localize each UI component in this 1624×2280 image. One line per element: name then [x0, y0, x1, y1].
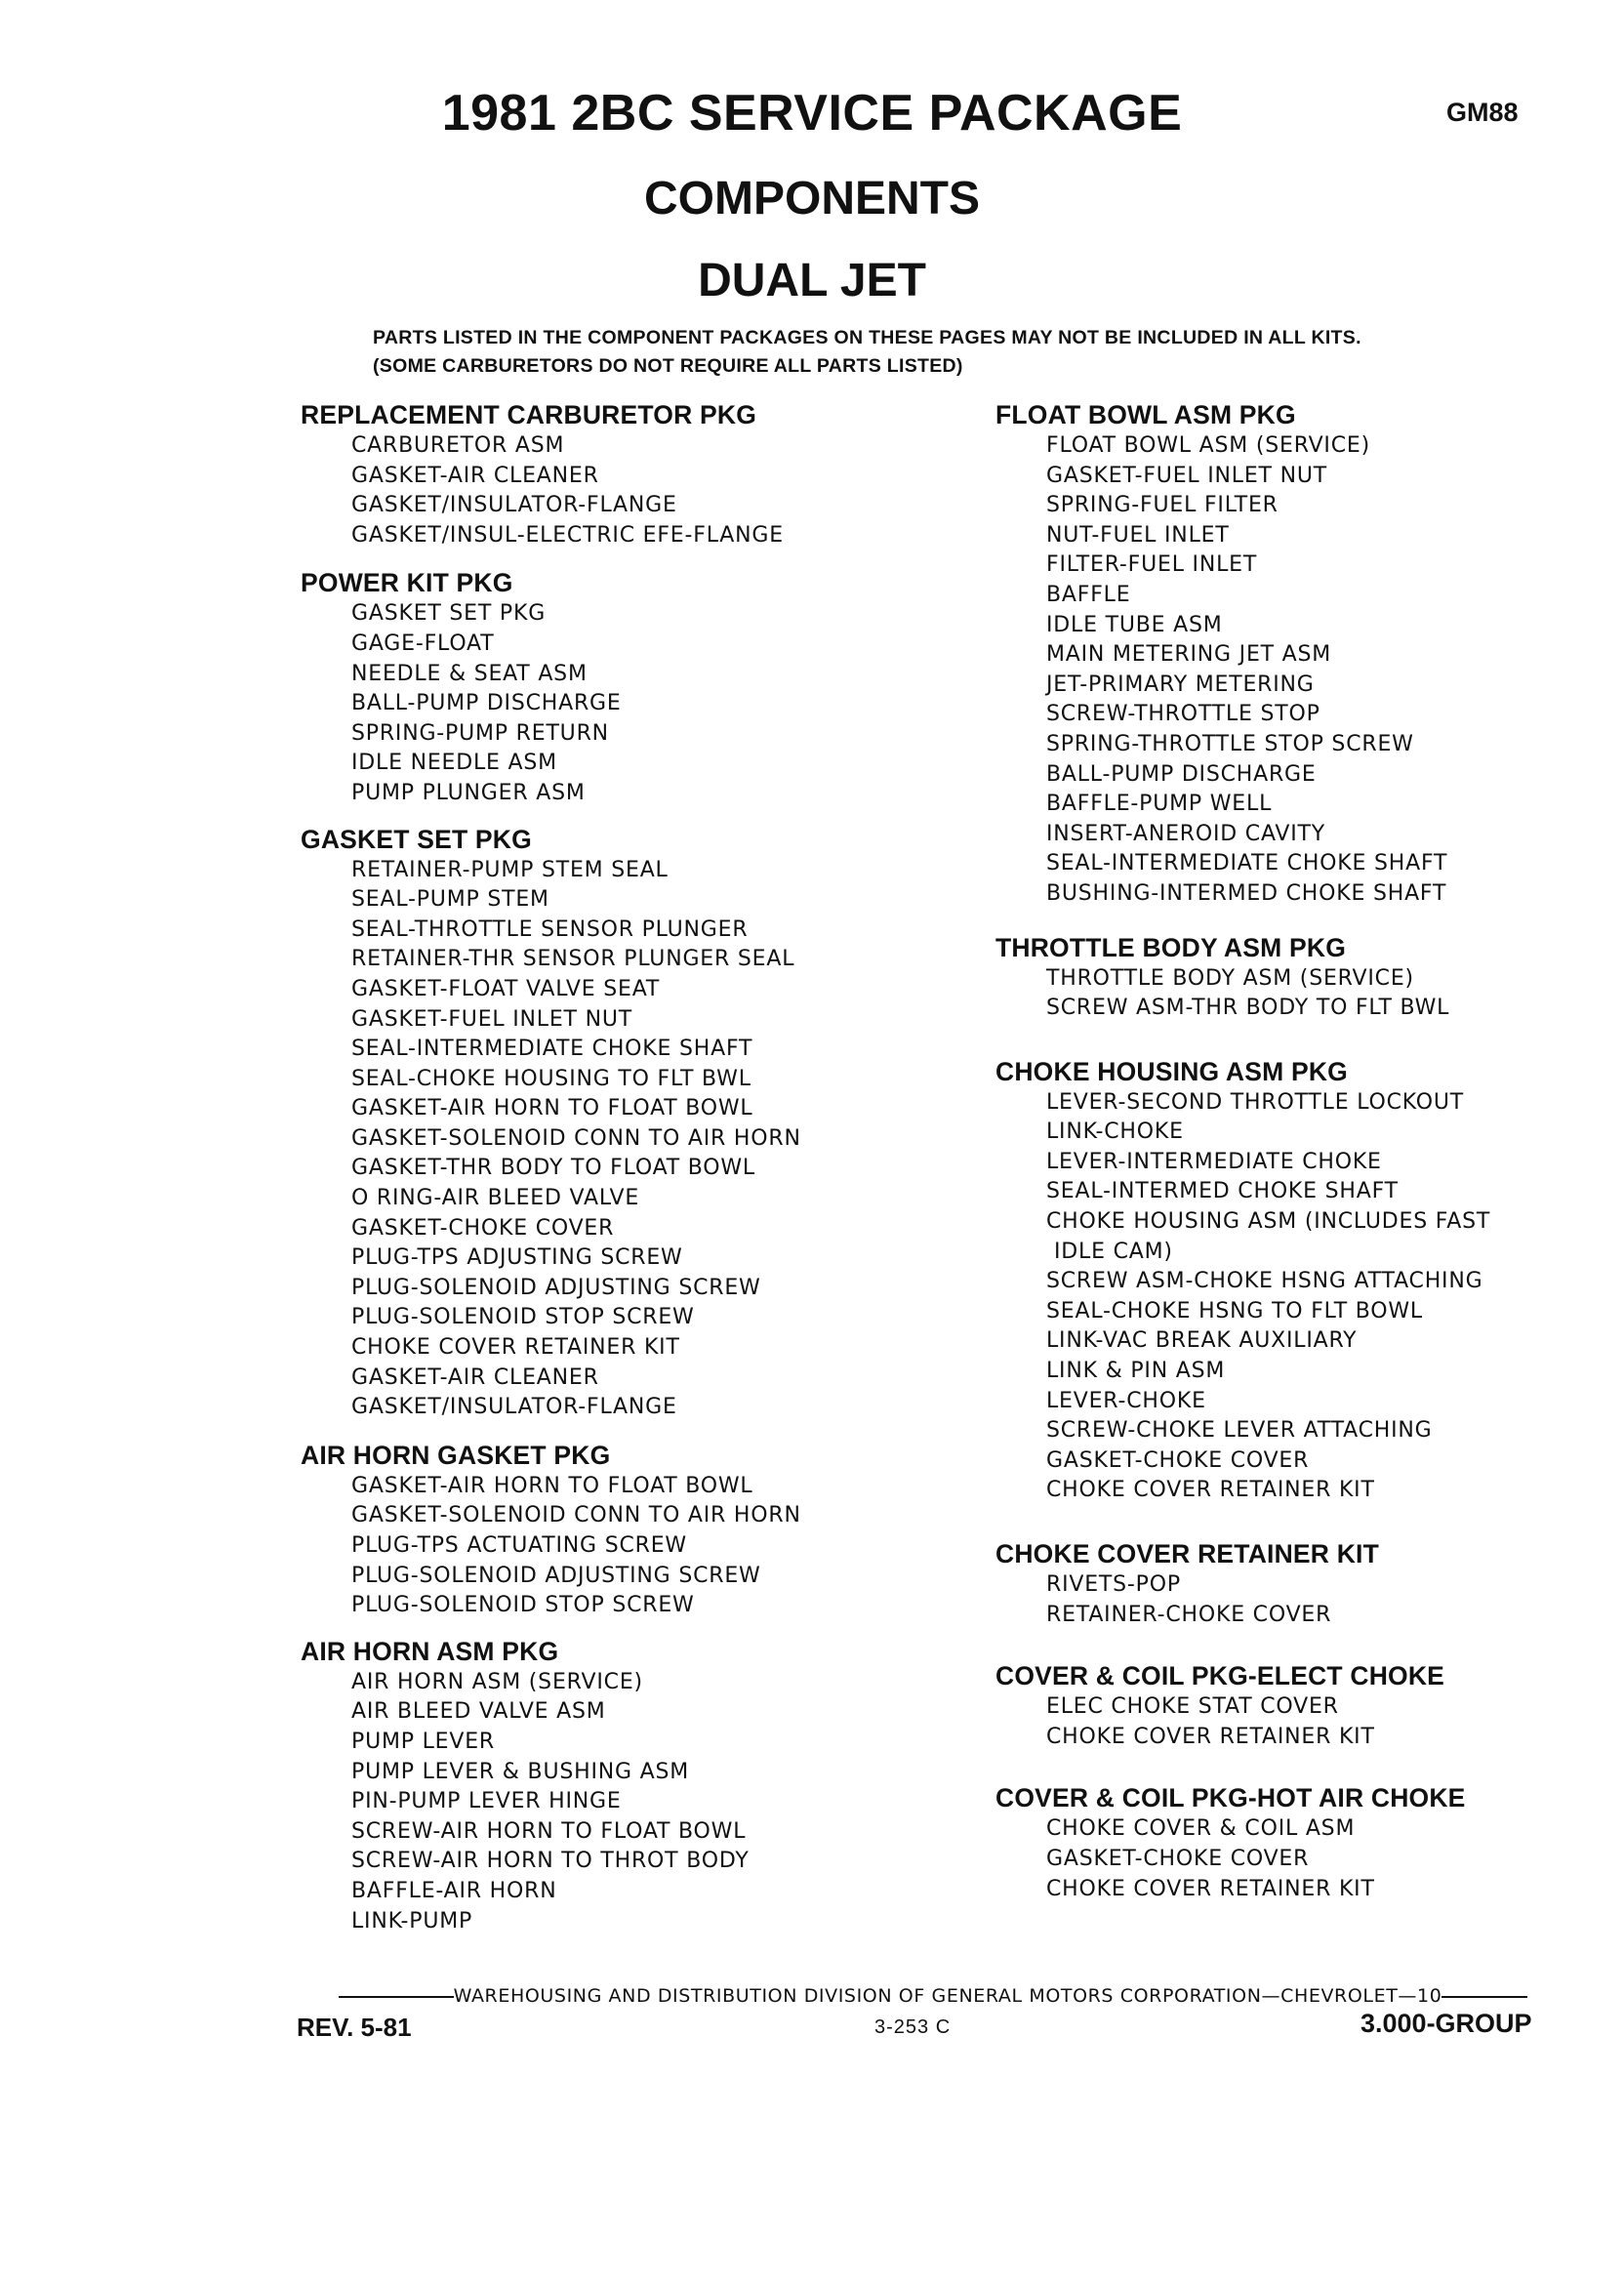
package-item: SPRING-FUEL FILTER	[1046, 493, 1279, 518]
package-item: SEAL-PUMP STEM	[351, 887, 549, 913]
parts-note-line-2: (SOME CARBURETORS DO NOT REQUIRE ALL PARTS LISTED)	[373, 355, 963, 377]
package-item-list	[995, 1570, 1581, 1630]
package-item: GASKET-FLOAT VALVE SEAT	[351, 976, 661, 1001]
package-item: O RING-AIR BLEED VALVE	[351, 1186, 640, 1211]
package-item: MAIN METERING JET ASM	[1046, 642, 1332, 668]
package-item: PIN-PUMP LEVER HINGE	[351, 1789, 622, 1814]
package-item: RIVETS-POP	[1046, 1572, 1181, 1597]
package-item: AIR HORN ASM (SERVICE)	[351, 1669, 643, 1694]
package-item: LEVER-INTERMEDIATE CHOKE	[1046, 1149, 1382, 1174]
package-item: SCREW-CHOKE LEVER ATTACHING	[1046, 1418, 1433, 1444]
package-section	[301, 398, 1003, 550]
package-section	[301, 823, 1003, 1423]
package-item: GASKET/INSULATOR-FLANGE	[351, 1395, 677, 1420]
package-item: PLUG-TPS ADJUSTING SCREW	[351, 1245, 683, 1271]
package-item: GASKET-THR BODY TO FLOAT BOWL	[351, 1156, 755, 1181]
package-item: RETAINER-CHOKE COVER	[1046, 1602, 1332, 1627]
package-item: SEAL-INTERMEDIATE CHOKE SHAFT	[351, 1037, 753, 1062]
package-item: BUSHING-INTERMED CHOKE SHAFT	[1046, 880, 1447, 906]
package-item: GASKET-FUEL INLET NUT	[1046, 463, 1327, 488]
package-section	[995, 1659, 1581, 1752]
package-item: GASKET-CHOKE COVER	[1046, 1447, 1310, 1473]
division-line-text: WAREHOUSING AND DISTRIBUTION DIVISION OF GENERAL MOTORS CORPORATION—CHEVROLET—10	[453, 1985, 1442, 2007]
subtitle-components: COMPONENTS	[643, 173, 980, 224]
package-item: RETAINER-PUMP STEM SEAL	[351, 857, 669, 882]
package-item: LEVER-CHOKE	[1046, 1388, 1206, 1413]
package-item: INSERT-ANEROID CAVITY	[1046, 821, 1326, 846]
package-item: PLUG-SOLENOID ADJUSTING SCREW	[351, 1275, 761, 1300]
package-item: SEAL-INTERMED CHOKE SHAFT	[1046, 1179, 1399, 1204]
package-item: BAFFLE	[1046, 582, 1131, 607]
package-section	[995, 1055, 1581, 1506]
footer-rule-left	[339, 1996, 454, 1998]
package-item: BAFFLE-PUMP WELL	[1046, 792, 1273, 817]
package-item: GASKET-SOLENOID CONN TO AIR HORN	[351, 1125, 801, 1151]
footer-rule-right	[1441, 1996, 1527, 1998]
package-title: CHOKE COVER RETAINER KIT	[995, 1539, 1379, 1568]
package-item: RETAINER-THR SENSOR PLUNGER SEAL	[351, 947, 795, 972]
revision-label: REV. 5-81	[297, 2013, 412, 2042]
package-item: CHOKE COVER & COIL ASM	[1046, 1816, 1356, 1842]
package-item: PUMP LEVER	[351, 1729, 496, 1754]
package-item: PUMP LEVER & BUSHING ASM	[351, 1759, 690, 1784]
package-item: SEAL-CHOKE HSNG TO FLT BOWL	[1046, 1298, 1423, 1323]
package-item: SPRING-PUMP RETURN	[351, 720, 609, 746]
package-item: NEEDLE & SEAT ASM	[351, 661, 588, 686]
package-item: SEAL-CHOKE HOUSING TO FLT BWL	[351, 1066, 751, 1091]
package-item: SCREW-AIR HORN TO THROT BODY	[351, 1849, 750, 1874]
package-item: PLUG-SOLENOID STOP SCREW	[351, 1593, 695, 1618]
package-item: CHOKE COVER RETAINER KIT	[1046, 1724, 1375, 1749]
package-item: BAFFLE-AIR HORN	[351, 1878, 557, 1903]
package-item-list	[995, 964, 1581, 1024]
package-item: GASKET/INSUL-ELECTRIC EFE-FLANGE	[351, 522, 784, 548]
package-item-list	[301, 1472, 1003, 1621]
right-column	[995, 398, 1581, 1904]
package-item: GASKET SET PKG	[351, 601, 547, 627]
package-item: BALL-PUMP DISCHARGE	[351, 691, 622, 716]
package-item-list	[301, 856, 1003, 1423]
package-item: GASKET-SOLENOID CONN TO AIR HORN	[351, 1503, 801, 1528]
package-title: REPLACEMENT CARBURETOR PKG	[301, 400, 757, 429]
package-item: GASKET-AIR CLEANER	[351, 1364, 599, 1390]
package-item: CHOKE COVER RETAINER KIT	[351, 1335, 680, 1361]
package-item: GASKET-FUEL INLET NUT	[351, 1006, 632, 1032]
package-item-list	[995, 431, 1581, 910]
package-item: GASKET-AIR CLEANER	[351, 463, 599, 488]
package-item: GAGE-FLOAT	[351, 631, 495, 656]
package-item: CHOKE COVER RETAINER KIT	[1046, 1876, 1375, 1901]
package-item: LINK & PIN ASM	[1046, 1359, 1226, 1384]
package-section	[301, 1439, 1003, 1621]
package-item-list	[301, 431, 1003, 550]
package-title: COVER & COIL PKG-HOT AIR CHOKE	[995, 1783, 1466, 1813]
package-item: SPRING-THROTTLE STOP SCREW	[1046, 731, 1414, 756]
package-item: NUT-FUEL INLET	[1046, 522, 1230, 548]
package-item: GASKET-CHOKE COVER	[351, 1215, 615, 1241]
package-section	[995, 1781, 1581, 1904]
package-item: IDLE CAM)	[1054, 1239, 1173, 1264]
page-title: 1981 2BC SERVICE PACKAGE	[441, 85, 1183, 142]
package-item: IDLE NEEDLE ASM	[351, 751, 557, 776]
document-code: GM88	[1446, 98, 1519, 127]
package-item-list	[301, 1668, 1003, 1936]
left-column	[301, 398, 1003, 1936]
subtitle-dual-jet: DUAL JET	[698, 255, 926, 306]
package-item: IDLE TUBE ASM	[1046, 612, 1223, 637]
parts-note-line-1: PARTS LISTED IN THE COMPONENT PACKAGES ON THESE PAGES MAY NOT BE INCLUDED IN ALL KITS.	[373, 327, 1361, 348]
package-item-list	[995, 1692, 1581, 1752]
package-section	[995, 931, 1581, 1024]
package-section	[995, 1537, 1581, 1630]
package-item: GASKET-AIR HORN TO FLOAT BOWL	[351, 1473, 753, 1498]
package-item: SCREW ASM-CHOKE HSNG ATTACHING	[1046, 1269, 1483, 1294]
package-item-list	[301, 599, 1003, 808]
package-item: CHOKE HOUSING ASM (INCLUDES FAST	[1046, 1209, 1491, 1235]
package-section	[995, 398, 1581, 910]
package-item: FILTER-FUEL INLET	[1046, 552, 1258, 578]
package-title: FLOAT BOWL ASM PKG	[995, 400, 1296, 429]
package-title: CHOKE HOUSING ASM PKG	[995, 1056, 1348, 1086]
package-section	[301, 566, 1003, 808]
page-number: 3-253 C	[874, 2016, 952, 2038]
package-title: AIR HORN ASM PKG	[301, 1636, 559, 1666]
group-number: 3.000-GROUP	[1360, 2009, 1532, 2038]
package-item: SEAL-THROTTLE SENSOR PLUNGER	[351, 916, 749, 942]
package-item: CHOKE COVER RETAINER KIT	[1046, 1478, 1375, 1503]
package-title: AIR HORN GASKET PKG	[301, 1440, 611, 1470]
package-section	[301, 1635, 1003, 1936]
package-item: SCREW-AIR HORN TO FLOAT BOWL	[351, 1818, 747, 1844]
package-item: PLUG-TPS ACTUATING SCREW	[351, 1533, 687, 1558]
package-item: GASKET/INSULATOR-FLANGE	[351, 493, 677, 518]
package-item: BALL-PUMP DISCHARGE	[1046, 761, 1317, 787]
package-item: LINK-VAC BREAK AUXILIARY	[1046, 1328, 1358, 1354]
package-item: GASKET-AIR HORN TO FLOAT BOWL	[351, 1096, 753, 1121]
package-item: SEAL-INTERMEDIATE CHOKE SHAFT	[1046, 851, 1448, 876]
package-item: SCREW-THROTTLE STOP	[1046, 702, 1320, 727]
package-title: GASKET SET PKG	[301, 824, 532, 854]
package-item: PLUG-SOLENOID STOP SCREW	[351, 1305, 695, 1330]
package-item: PLUG-SOLENOID ADJUSTING SCREW	[351, 1563, 761, 1588]
package-item: THROTTLE BODY ASM (SERVICE)	[1046, 965, 1414, 991]
package-item: JET-PRIMARY METERING	[1046, 672, 1315, 697]
package-item: LINK-CHOKE	[1046, 1120, 1184, 1145]
parts-note	[373, 324, 1515, 381]
package-item: LINK-PUMP	[351, 1908, 473, 1934]
package-item-list	[995, 1088, 1581, 1506]
package-item-list	[995, 1814, 1581, 1904]
package-item: GASKET-CHOKE COVER	[1046, 1846, 1310, 1871]
package-item: FLOAT BOWL ASM (SERVICE)	[1046, 433, 1370, 458]
package-title: POWER KIT PKG	[301, 568, 513, 598]
package-item: LEVER-SECOND THROTTLE LOCKOUT	[1046, 1089, 1465, 1115]
package-title: THROTTLE BODY ASM PKG	[995, 932, 1347, 962]
package-item: PUMP PLUNGER ASM	[351, 780, 586, 805]
package-item: SCREW ASM-THR BODY TO FLT BWL	[1046, 996, 1450, 1021]
division-footer	[299, 1985, 1567, 2007]
package-item: AIR BLEED VALVE ASM	[351, 1699, 606, 1725]
package-item: CARBURETOR ASM	[351, 433, 565, 458]
package-item: ELEC CHOKE STAT COVER	[1046, 1694, 1339, 1720]
package-title: COVER & COIL PKG-ELECT CHOKE	[995, 1661, 1445, 1691]
